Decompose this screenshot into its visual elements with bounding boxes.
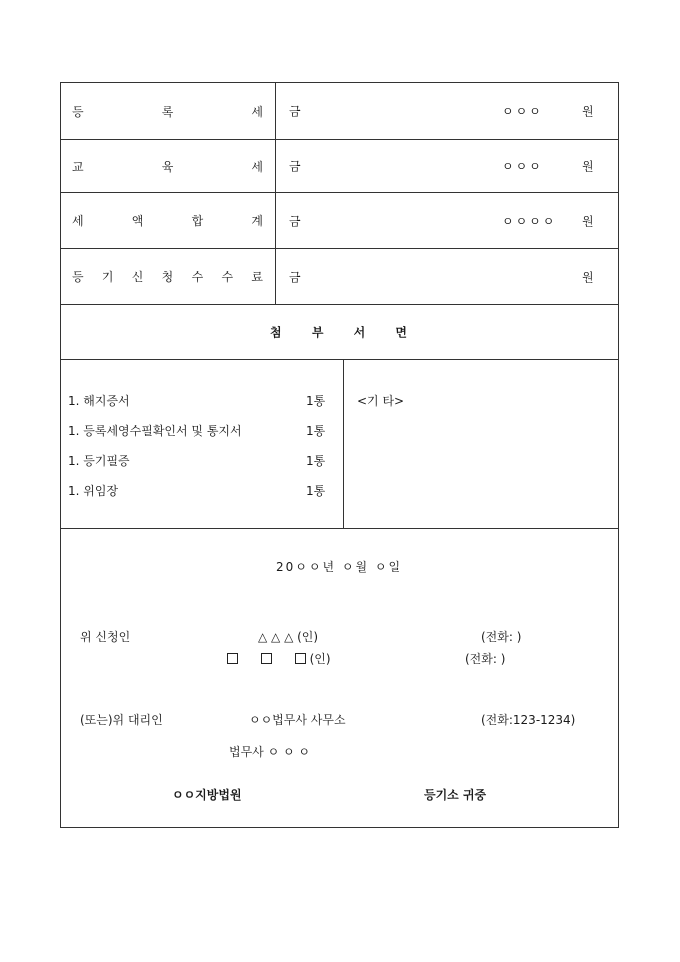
attachments-title-row bbox=[61, 305, 618, 360]
attachments-other: <기 타> bbox=[357, 394, 405, 408]
attachments-row bbox=[61, 360, 618, 529]
attachments-list: 1. 해지증서 1통 1. 등록세영수필확인서 및 통지서 1통 1. 등기필증 1통 1. 위임장 1통 bbox=[61, 360, 344, 528]
agent-label: (또는)위 대리인 bbox=[80, 713, 163, 727]
applicant2-seal: (인) bbox=[309, 652, 331, 666]
fee-unit: 원 bbox=[582, 104, 594, 119]
fee-row-tax-total bbox=[61, 193, 618, 249]
application-date: 20ㅇㅇ년 ㅇ월 ㅇ일 bbox=[276, 560, 403, 574]
fee-currency: 금 bbox=[289, 159, 301, 174]
applicant1-phone: (전화: ) bbox=[481, 630, 522, 644]
fee-unit: 원 bbox=[582, 270, 594, 284]
fee-amount: ㅇㅇㅇㅇ bbox=[502, 214, 557, 228]
fee-label: 등 록 세 bbox=[61, 83, 276, 139]
court-name: ㅇㅇ지방법원 bbox=[172, 788, 242, 802]
agent-phone: (전화:123-1234) bbox=[481, 713, 576, 727]
fee-currency: 금 bbox=[289, 270, 301, 284]
applicant2-phone: (전화: ) bbox=[465, 652, 506, 666]
fee-amount: ㅇㅇㅇ bbox=[502, 104, 543, 119]
fee-unit: 원 bbox=[582, 159, 594, 174]
name-box-icon bbox=[227, 653, 238, 664]
fee-label: 등 기 신 청 수 수 료 bbox=[61, 249, 276, 304]
fee-row-filing-fee bbox=[61, 249, 618, 305]
name-box-icon bbox=[261, 653, 272, 664]
fee-unit: 원 bbox=[582, 214, 594, 228]
fee-amount: ㅇㅇㅇ bbox=[502, 159, 543, 174]
fee-label: 교 육 세 bbox=[61, 140, 276, 192]
registry-recipient: 등기소 귀중 bbox=[424, 788, 487, 802]
fee-label: 세 액 합 계 bbox=[61, 193, 276, 248]
agent-office: ㅇㅇ법무사 사무소 bbox=[249, 713, 346, 727]
fee-currency: 금 bbox=[289, 214, 301, 228]
applicant2-name bbox=[227, 650, 331, 667]
fee-row-education-tax bbox=[61, 140, 618, 193]
attachments-title: 첨 부 서 면 bbox=[270, 325, 409, 340]
name-box-icon bbox=[295, 653, 306, 664]
lawyer-name: 법무사 ㅇ ㅇ ㅇ bbox=[229, 745, 310, 759]
registration-form bbox=[60, 82, 619, 828]
applicant1-name: △ △ △ (인) bbox=[258, 630, 319, 644]
fee-row-registration-tax bbox=[61, 83, 618, 140]
applicant-label: 위 신청인 bbox=[80, 630, 131, 644]
fee-currency: 금 bbox=[289, 104, 301, 119]
